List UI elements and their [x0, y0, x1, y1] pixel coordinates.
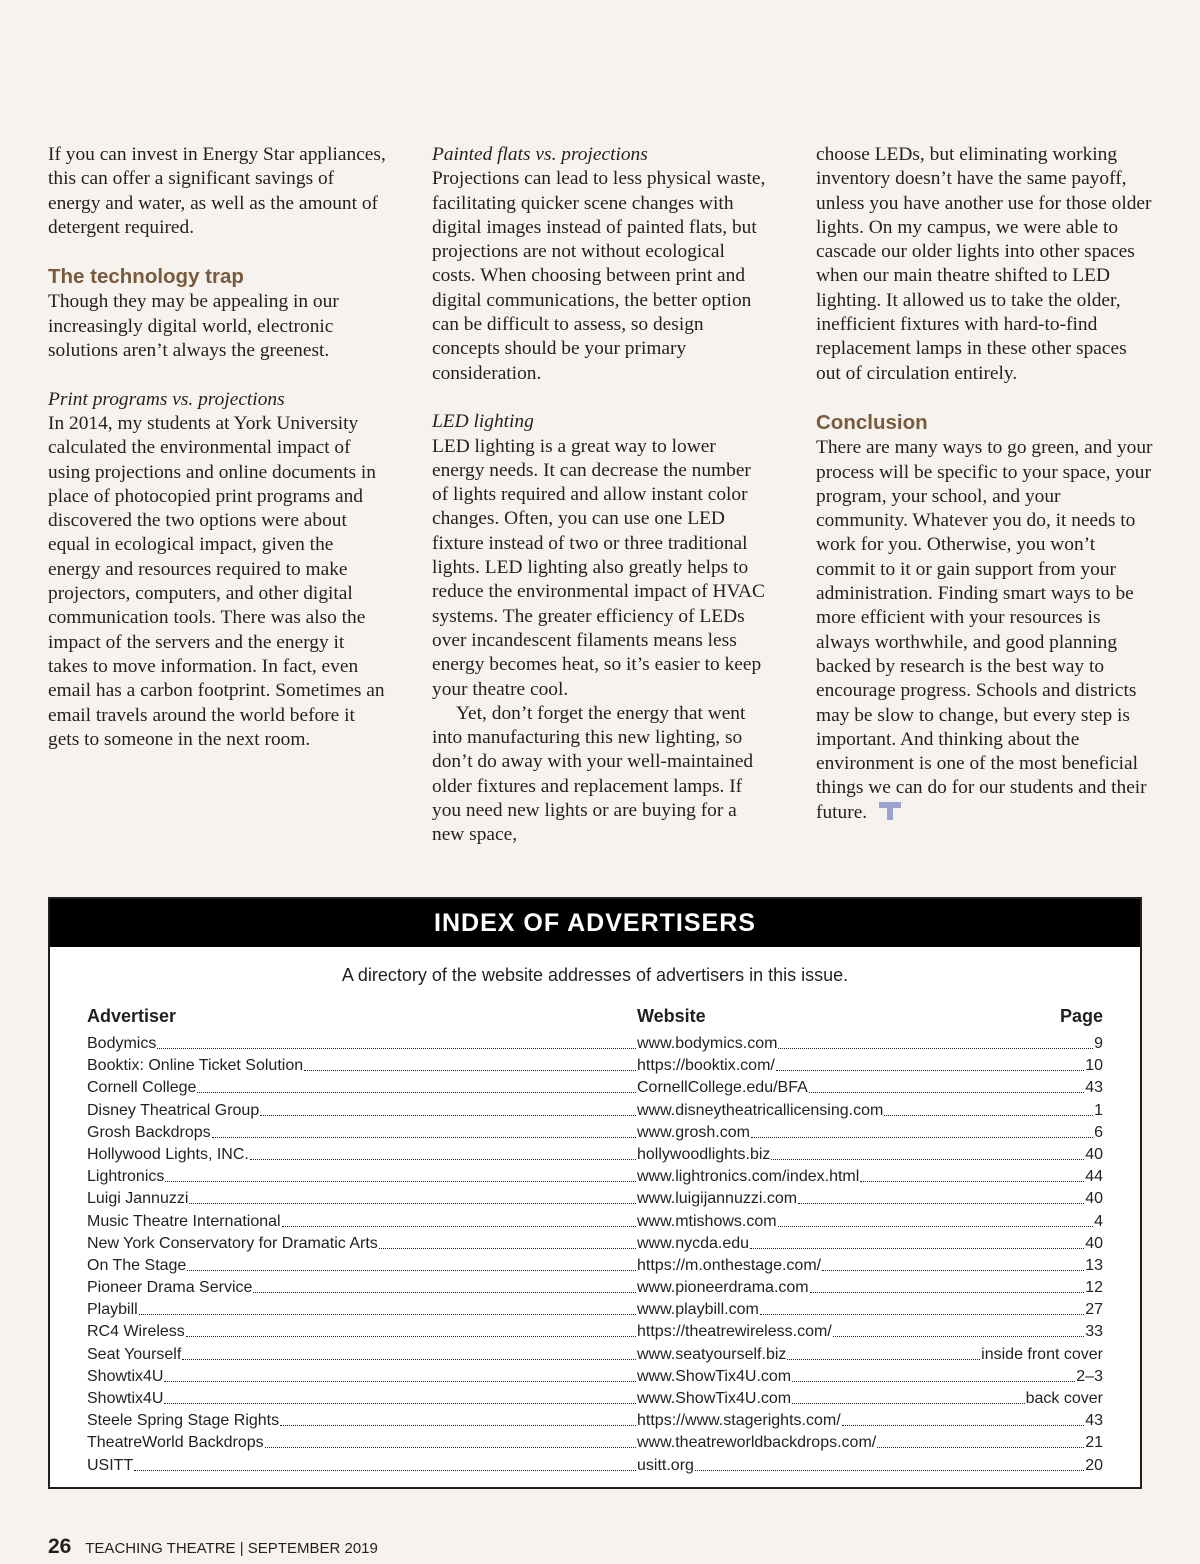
table-row: [87, 1457, 1103, 1479]
advertiser-name: Steele Spring Stage Rights: [87, 1412, 280, 1430]
page-ref: 2–3: [1076, 1367, 1103, 1385]
website-link[interactable]: https://m.onthestage.com/: [637, 1256, 822, 1274]
paragraph: LED lighting is a great way to lower energy needs. It can decrease the number of lights required and allow instant color changes. Often, you can use one LED fixture instead of two or three traditional lights. LED lighting also greatly helps to reduce the environmental impact of HVAC systems. The greater efficiency of LEDs over incandescent filaments means less energy becomes heat, so it’s easier to keep your theatre cool.: [432, 435, 765, 700]
table-row: [87, 1190, 1103, 1212]
paragraph: Yet, don’t forget the energy that went into manufacturing this new lighting, so don’t do away with your well-maintained older fixtures and replacement lamps. If you need new lights or are buying for a new space,: [432, 702, 754, 846]
table-row: [87, 1257, 1103, 1279]
page-ref: 21: [1085, 1434, 1103, 1452]
page-ref: 20: [1085, 1456, 1103, 1474]
advertiser-name: Playbill: [87, 1301, 138, 1319]
page-ref: 1: [1094, 1101, 1103, 1119]
table-row: [87, 1323, 1103, 1345]
page-ref: 4: [1094, 1212, 1103, 1230]
advertiser-name: Bodymics: [87, 1035, 157, 1052]
paragraph: choose LEDs, but eliminating working inventory doesn’t have the same payoff, unless you have another use for those older lights. On my campus, we were able to cascade our older lights into other spaces when our main theatre shifted to LED lighting. It allowed us to take the older, inefficient fixtures with hard-to-find replacement lamps in these other spaces out of circulation entirely.: [816, 144, 1152, 384]
website-link[interactable]: www.pioneerdrama.com: [637, 1279, 809, 1297]
dot-leader: [776, 1057, 1084, 1071]
advertiser-name: Music Theatre International: [87, 1212, 281, 1230]
dot-leader: [182, 1346, 636, 1360]
table-row: [87, 1434, 1103, 1456]
dot-leader: [189, 1190, 636, 1204]
section-heading: The technology trap: [48, 265, 244, 289]
subheading: Painted flats vs. projections: [432, 144, 648, 165]
dot-leader: [265, 1434, 636, 1448]
dot-leader: [134, 1457, 636, 1471]
advertiser-name: Cornell College: [87, 1079, 197, 1097]
website-link[interactable]: https://theatrewireless.com/: [637, 1323, 832, 1341]
dot-leader: [250, 1146, 636, 1160]
article-column-3: [816, 143, 1154, 825]
dot-leader: [186, 1323, 636, 1337]
paragraph: If you can invest in Energy Star appliances, this can offer a significant savings of energy and water, as well as the amount of detergent required.: [48, 144, 386, 238]
dot-leader: [164, 1368, 636, 1382]
page-ref: back cover: [1025, 1390, 1103, 1407]
paragraph-text: There are many ways to go green, and your process will be specific to your space, your program, your school, and your community. Whatever you do, it needs to work for you. Otherwise, you won’t commit to it or gain support from your administration. Finding smart ways to be more efficient with your resources is always worthwhile, and good planning backed by research is the best way to encourage progress. Schools and districts may be slow to change, but every step is important. And thinking about the environment is one of the most beneficial things we can do for our students and their future.: [816, 437, 1153, 823]
article-column-2: [432, 143, 770, 848]
dot-leader: [187, 1257, 636, 1271]
table-row: [87, 1301, 1103, 1323]
advertiser-name: Seat Yourself: [87, 1345, 182, 1363]
page-ref: 27: [1085, 1301, 1103, 1319]
dot-leader: [197, 1079, 636, 1093]
dot-leader: [778, 1213, 1094, 1227]
website-link[interactable]: https://www.stagerights.com/: [637, 1412, 841, 1430]
paragraph: Though they may be appealing in our increasingly digital world, electronic solutions aren’t always the greenest.: [48, 291, 339, 362]
dot-leader: [792, 1368, 1075, 1382]
dot-leader: [253, 1279, 636, 1293]
page-number: 26: [48, 1535, 72, 1558]
page-ref: 43: [1085, 1412, 1103, 1430]
table-row: [87, 1079, 1103, 1101]
advertiser-name: USITT: [87, 1456, 134, 1474]
dot-leader: [787, 1346, 980, 1360]
website-link[interactable]: CornellCollege.edu/BFA: [637, 1079, 808, 1097]
page-footer: [48, 1535, 378, 1559]
subheading: LED lighting: [432, 411, 534, 433]
dot-leader: [304, 1057, 636, 1071]
website-link[interactable]: www.bodymics.com: [637, 1035, 778, 1052]
website-link[interactable]: www.disneytheatricallicensing.com: [637, 1101, 884, 1119]
table-row: [87, 1035, 1103, 1057]
end-mark-icon: [879, 802, 901, 820]
page-ref: 12: [1085, 1279, 1103, 1297]
website-link[interactable]: usitt.org: [637, 1456, 694, 1474]
dot-leader: [792, 1390, 1025, 1404]
subheading: Print programs vs. projections: [48, 388, 285, 410]
advertiser-name: Disney Theatrical Group: [87, 1101, 260, 1119]
website-link[interactable]: https://booktix.com/: [637, 1057, 775, 1075]
advertiser-list: [87, 1035, 1103, 1479]
page-ref: 13: [1085, 1256, 1103, 1274]
table-row: [87, 1368, 1103, 1390]
column-header-page: Page: [1059, 1006, 1103, 1026]
index-of-advertisers: [48, 897, 1142, 1489]
table-row: [87, 1279, 1103, 1301]
dot-leader: [810, 1279, 1085, 1293]
website-link[interactable]: www.lightronics.com/index.html: [637, 1168, 860, 1186]
table-row: [87, 1124, 1103, 1146]
website-link[interactable]: www.mtishows.com: [637, 1212, 777, 1230]
dot-leader: [139, 1301, 636, 1315]
dot-leader: [842, 1412, 1085, 1426]
table-row: [87, 1235, 1103, 1257]
advertiser-name: RC4 Wireless: [87, 1323, 185, 1341]
dot-leader: [280, 1412, 636, 1426]
table-row: [87, 1213, 1103, 1235]
website-link[interactable]: hollywoodlights.biz: [637, 1145, 771, 1163]
table-row: [87, 1168, 1103, 1190]
column-header-website: Website: [637, 1006, 706, 1026]
page-ref: 40: [1085, 1190, 1103, 1208]
dot-leader: [157, 1035, 636, 1049]
advertiser-name: Booktix: Online Ticket Solution: [87, 1057, 304, 1075]
dot-leader: [778, 1035, 1093, 1049]
dot-leader: [798, 1190, 1084, 1204]
advertiser-name: Hollywood Lights, INC.: [87, 1145, 249, 1163]
advertiser-name: Showtix4U: [87, 1390, 164, 1407]
advertiser-name: On The Stage: [87, 1256, 187, 1274]
website-link[interactable]: www.ShowTix4U.com: [637, 1367, 792, 1385]
website-link[interactable]: www.seatyourself.biz: [637, 1345, 787, 1363]
page-ref: inside front cover: [981, 1345, 1103, 1363]
paragraph: [816, 436, 1154, 825]
page-ref: 40: [1085, 1234, 1103, 1252]
dot-leader: [822, 1257, 1084, 1271]
page-ref: 33: [1085, 1323, 1103, 1341]
table-row: [87, 1102, 1103, 1124]
advertiser-name: Lightronics: [87, 1168, 165, 1186]
paragraph: In 2014, my students at York University calculated the environmental impact of using projections and online documents in place of photocopied print programs and discovered the two options were about equal in ecological impact, given the energy and resources required to make projectors, computers, and other digital communication tools. There was also the impact of the servers and the energy it takes to move information. In fact, even email has a carbon footprint. Sometimes an email travels around the world before it gets to someone in the next room.: [48, 412, 385, 750]
index-subtitle: A directory of the website addresses of advertisers in this issue.: [341, 965, 849, 985]
dot-leader: [877, 1434, 1084, 1448]
dot-leader: [860, 1168, 1084, 1182]
dot-leader: [884, 1102, 1093, 1116]
advertiser-name: Luigi Jannuzzi: [87, 1190, 189, 1208]
page-ref: 10: [1085, 1057, 1103, 1075]
website-link[interactable]: www.theatreworldbackdrops.com/: [637, 1434, 877, 1452]
website-link[interactable]: www.luigijannuzzi.com: [637, 1190, 798, 1208]
publication-line: TEACHING THEATRE | SEPTEMBER 2019: [85, 1540, 378, 1557]
website-link[interactable]: www.grosh.com: [637, 1123, 750, 1141]
dot-leader: [260, 1102, 636, 1116]
website-link[interactable]: www.ShowTix4U.com: [637, 1390, 792, 1407]
paragraph: Projections can lead to less physical waste, facilitating quicker scene changes with digital images instead of painted flats, but projections are not without ecological costs. When choosing between print and digital communications, the better option can be difficult to assess, so design concepts should be your primary consideration.: [432, 168, 766, 384]
advertiser-name: TheatreWorld Backdrops: [87, 1434, 264, 1452]
dot-leader: [750, 1235, 1084, 1249]
table-row: [87, 1390, 1103, 1412]
page-ref: 6: [1094, 1123, 1103, 1141]
dot-leader: [833, 1323, 1084, 1337]
advertiser-name: Grosh Backdrops: [87, 1123, 211, 1141]
advertiser-name: Pioneer Drama Service: [87, 1279, 253, 1297]
website-link[interactable]: www.nycda.edu: [637, 1234, 750, 1252]
advertiser-name: Showtix4U: [87, 1367, 164, 1385]
table-row: [87, 1057, 1103, 1079]
page-ref: 40: [1085, 1145, 1103, 1163]
dot-leader: [165, 1168, 636, 1182]
dot-leader: [809, 1079, 1084, 1093]
index-title: INDEX OF ADVERTISERS: [50, 899, 1140, 947]
advertiser-name: New York Conservatory for Dramatic Arts: [87, 1234, 378, 1252]
table-row: [87, 1412, 1103, 1434]
page-ref: 9: [1094, 1035, 1103, 1052]
website-link[interactable]: www.playbill.com: [637, 1301, 759, 1319]
page-ref: 43: [1085, 1079, 1103, 1097]
dot-leader: [695, 1457, 1084, 1471]
dot-leader: [771, 1146, 1084, 1160]
dot-leader: [212, 1124, 636, 1138]
dot-leader: [282, 1213, 636, 1227]
dot-leader: [760, 1301, 1084, 1315]
table-row: [87, 1146, 1103, 1168]
table-row: [87, 1346, 1103, 1368]
dot-leader: [164, 1390, 636, 1404]
article-column-1: [48, 143, 386, 752]
section-heading: Conclusion: [816, 411, 928, 435]
dot-leader: [379, 1235, 636, 1249]
column-header-advertiser: Advertiser: [87, 1006, 177, 1026]
page-ref: 44: [1085, 1168, 1103, 1186]
dot-leader: [751, 1124, 1093, 1138]
